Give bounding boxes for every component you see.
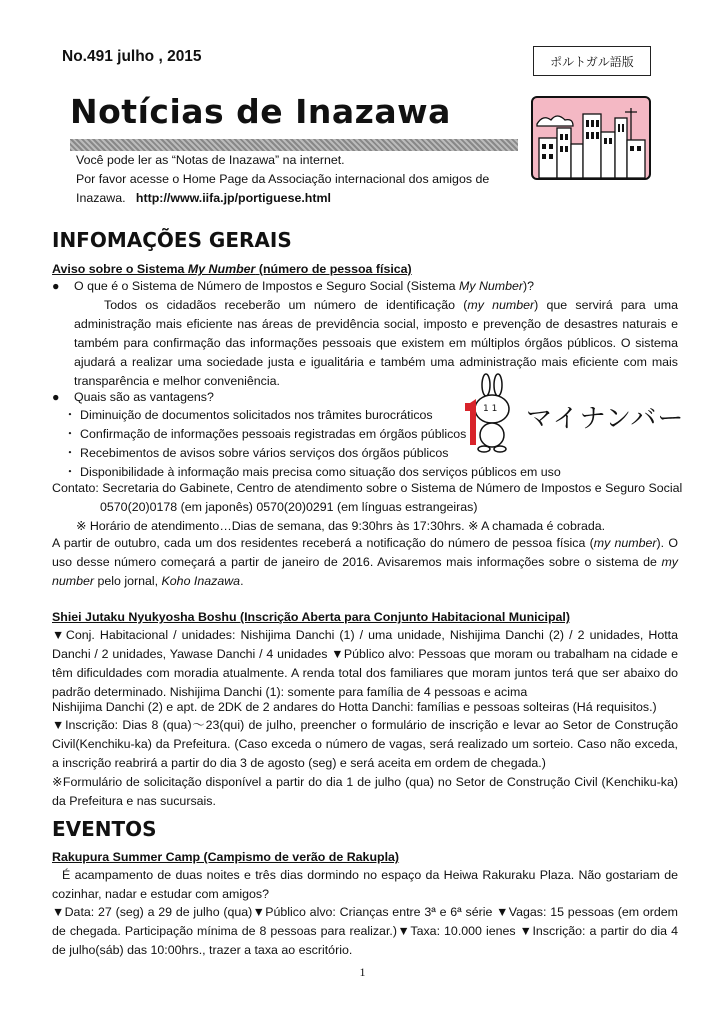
camp-paragraph-1: É acampamento de duas noites e três dias dormindo no espaço da Heiwa Rakuraku Plaza. Não gostariam de cozinhar, nadar e estudar com amigos?: [52, 868, 678, 901]
contact-line: Contato: Secretaria do Gabinete, Centro de atendimento sobre o Sistema de Número de Impostos e Seguro Social: [52, 481, 683, 495]
contact-phones: 0570(20)0178 (em japonês) 0570(20)0291 (em línguas estrangeiras): [100, 500, 478, 514]
contact-hours: ※ Horário de atendimento…Dias de semana, das 9:30hrs às 17:30hrs. ※ A chamada é cobrada.: [76, 519, 606, 533]
title-underline-bar: [70, 139, 518, 151]
issue-number: No.491 julho , 2015: [62, 48, 202, 65]
page-number: 1: [359, 965, 366, 979]
intro-line: Inazawa. http://www.iifa.jp/portiguese.html: [76, 191, 331, 205]
bullet-icon: ●: [52, 279, 60, 293]
list-item: ・ Confirmação de informações pessoais registradas em órgãos públicos: [63, 427, 467, 441]
mynumber-q1: ● O que é o Sistema de Número de Impostos e Seguro Social (Sistema My Number)?: [52, 277, 678, 296]
language-label: ポルトガル語版: [533, 46, 651, 76]
list-item: ・ Diminuição de documentos solicitados nos trâmites burocráticos: [63, 408, 433, 422]
mynumber-paragraph-1: Todos os cidadãos receberão um número de identificação (my number) que servirá para uma administração mais eficiente nas áreas de previdência social, imposto e prevenção de desastres naturais e também para confirmação das informações pessoais que existem em múltiplos órgãos públicos. O sistema ajudará a realizar uma sociedade justa e igualitária e também uma administração mais eficiente com mais transparência e melhor conveniência.: [74, 298, 678, 388]
mynumber-logo-text: マイナンバー: [526, 404, 685, 434]
mynumber-paragraph-2: A partir de outubro, cada um dos residentes receberá a notificação do número de pessoa física (my number). O uso desse número começará a partir de janeiro de 2016. Avisaremos mais informações sobre o sistema de my number pelo jornal, Koho Inazawa.: [52, 536, 678, 588]
shiei-paragraph-4: ※Formulário de solicitação disponível a partir do dia 1 de julho (qua) no Setor de Construção Civil (Kenchiku-ka) da Prefeitura e nas sucursais.: [52, 775, 678, 808]
list-item: ・ Disponibilidade à informação mais precisa como situação dos serviços públicos em uso: [63, 465, 561, 479]
svg-text:1 1: 1 1: [483, 404, 498, 414]
shiei-subtitle: Shiei Jutaku Nyukyosha Boshu (Inscrição Aberta para Conjunto Habitacional Municipal): [52, 610, 570, 624]
mynumber-q2: ● Quais são as vantagens?: [52, 388, 452, 407]
shiei-paragraph-2: Nishijima Danchi (2) e apt. de 2DK de 2 andares do Hotta Danchi: famílias e pessoas solteiras (Há requisitos.): [52, 700, 657, 714]
intro-url-link[interactable]: http://www.iifa.jp/portiguese.html: [135, 191, 331, 205]
intro-line: Por favor acesse o Home Page da Associação internacional dos amigos de: [76, 172, 490, 186]
section-heading-gerais: INFOMAÇÕES GERAIS: [52, 228, 292, 252]
mynumber-subtitle: Aviso sobre o Sistema My Number (número de pessoa física): [52, 262, 412, 276]
mynumber-mascot-icon: [464, 373, 522, 453]
bullet-icon: ●: [52, 390, 60, 404]
shiei-paragraph-1: ▼Conj. Habitacional / unidades: Nishijima Danchi (1) / uma unidade, Nishijima Danchi (2) / 2 unidades, Hotta Danchi / 2 unidades, Yawase Danchi / 4 unidades ▼Público alvo: Pessoas que moram ou trabalham na cidade e têm dificuldades com moradia atualmente. A renda total dos familiares que moram juntos terá que ser abaixo do padrão determinado. Nishijima Danchi (1): somente para família de 4 pessoas e acima: [52, 628, 678, 699]
list-item: ・ Recebimentos de avisos sobre vários serviços dos órgãos públicos: [63, 446, 449, 460]
city-skyline-illustration: [531, 96, 651, 180]
newsletter-title: Notícias de Inazawa: [70, 92, 451, 131]
camp-paragraph-2: ▼Data: 27 (seg) a 29 de julho (qua)▼Público alvo: Crianças entre 3ª e 6ª série ▼Vagas: 15 pessoas (em ordem de chegada. Participação mínima de 8 pessoas para realizar.)▼Taxa: 10.000 ienes ▼Inscrição: a partir do dia 4 de julho(sáb) das 10:00hrs., trazer a taxa ao escritório.: [52, 905, 678, 957]
shiei-paragraph-3: ▼Inscrição: Dias 8 (qua)〜23(qui) de julho, preencher o formulário de inscrição e levar ao Setor de Construção Civil(Kenchiku-ka) da Prefeitura. (Caso exceda o número de vagas, será realizado um sorteio. Caso não exceda, a inscrição reabrirá a partir do dia 3 de agosto (seg) e será aceita em ordem de chegada.): [52, 718, 678, 770]
intro-line: Você pode ler as “Notas de Inazawa” na internet.: [76, 153, 345, 167]
camp-subtitle: Rakupura Summer Camp (Campismo de verão de Rakupla): [52, 850, 400, 864]
section-heading-eventos: EVENTOS: [52, 817, 157, 841]
intro-block: [76, 151, 516, 208]
